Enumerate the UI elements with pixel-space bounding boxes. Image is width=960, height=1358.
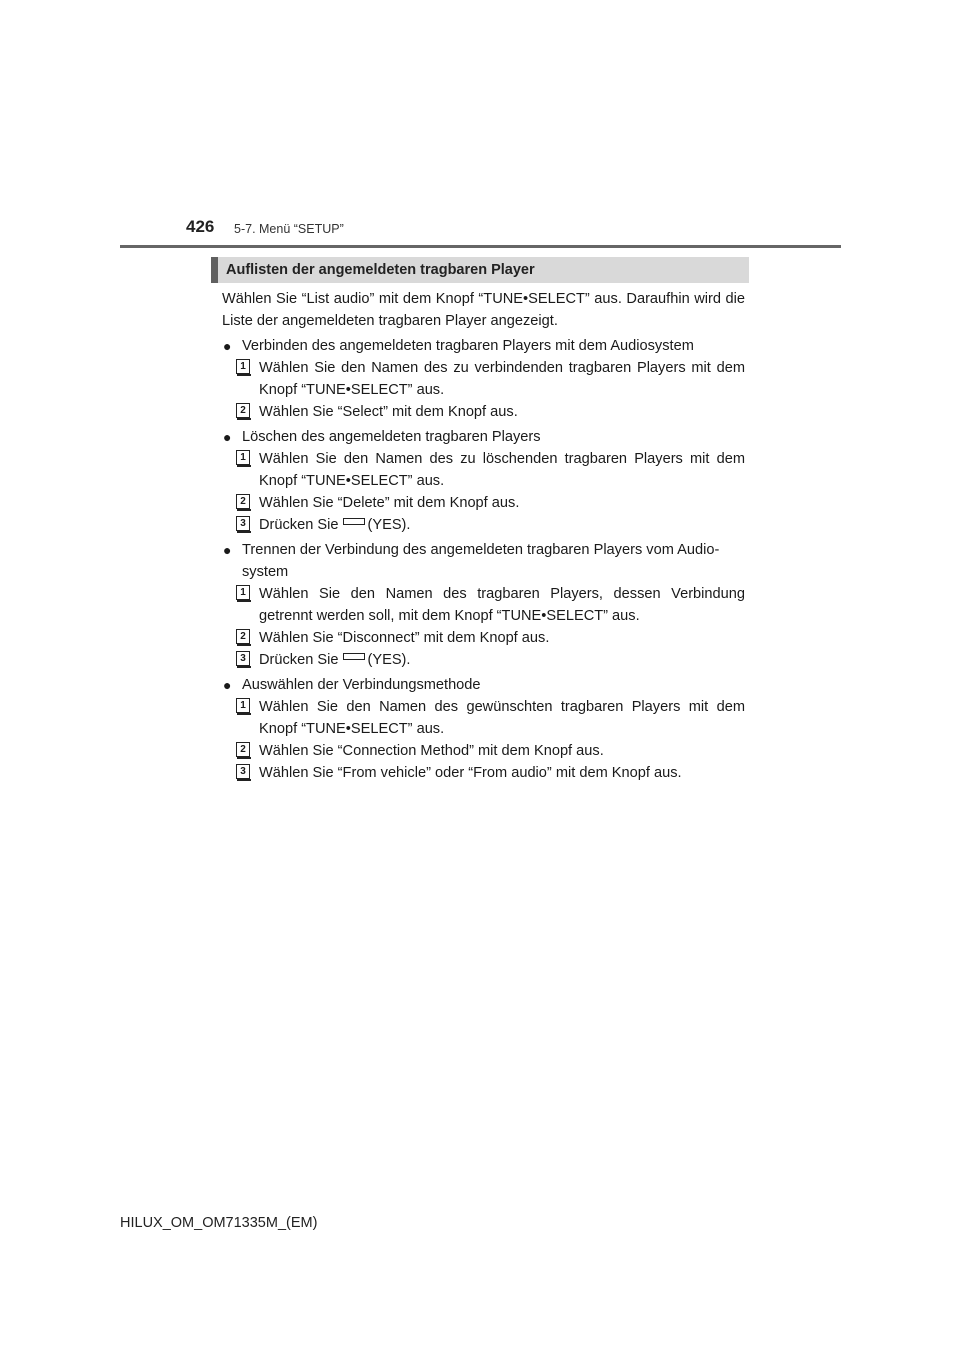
step-item: 1 Wählen Sie den Namen des zu löschenden tragbaren Players mit dem Knopf “TUNE•SELECT” aus. <box>222 448 745 492</box>
step-item: 1 Wählen Sie den Namen des tragbaren Players, dessen Verbindung getrennt werden soll, mit dem Knopf “TUNE•SELECT” aus. <box>222 583 745 627</box>
step-number-badge: 3 <box>236 764 250 779</box>
bullet-item: ● Trennen der Verbindung des angemeldeten tragbaren Players vom Audio-system <box>222 539 745 583</box>
step-item: 2 Wählen Sie “Select” mit dem Knopf aus. <box>222 401 745 423</box>
footer-doc-id: HILUX_OM_OM71335M_(EM) <box>120 1215 318 1231</box>
step-item: 3 Drücken Sie (YES). <box>222 649 745 671</box>
step-item: 3 Wählen Sie “From vehicle” oder “From audio” mit dem Knopf aus. <box>222 762 745 784</box>
bullet-dot-icon: ● <box>223 338 232 354</box>
step-number-badge: 3 <box>236 651 250 666</box>
step-number-badge: 3 <box>236 516 250 531</box>
bullet-dot-icon: ● <box>223 429 232 445</box>
section-body <box>222 288 745 784</box>
preset-button-icon <box>343 518 365 525</box>
step-number-badge: 2 <box>236 629 250 644</box>
step-item: 2 Wählen Sie “Disconnect” mit dem Knopf aus. <box>222 627 745 649</box>
step-number-badge: 1 <box>236 698 250 713</box>
bullet-dot-icon: ● <box>223 677 232 693</box>
step-item: 3 Drücken Sie (YES). <box>222 514 745 536</box>
step-item: 2 Wählen Sie “Delete” mit dem Knopf aus. <box>222 492 745 514</box>
step-number-badge: 2 <box>236 742 250 757</box>
chapter-title: 5-7. Menü “SETUP” <box>234 222 344 236</box>
step-item: 2 Wählen Sie “Connection Method” mit dem Knopf aus. <box>222 740 745 762</box>
step-number-badge: 1 <box>236 359 250 374</box>
step-item: 1 Wählen Sie den Namen des gewünschten tragbaren Players mit dem Knopf “TUNE•SELECT” aus. <box>222 696 745 740</box>
header-rule <box>120 245 841 248</box>
bullet-item: ● Verbinden des angemeldeten tragbaren Players mit dem Audiosystem <box>222 335 745 357</box>
step-number-badge: 2 <box>236 494 250 509</box>
step-number-badge: 2 <box>236 403 250 418</box>
intro-text: Wählen Sie “List audio” mit dem Knopf “TUNE•SELECT” aus. Daraufhin wird die Liste der angemeldeten tragbaren Player angezeigt. <box>222 291 745 329</box>
preset-button-icon <box>343 653 365 660</box>
bullet-item: ● Löschen des angemeldeten tragbaren Players <box>222 426 745 448</box>
step-number-badge: 1 <box>236 450 250 465</box>
page-number: 426 <box>186 217 215 236</box>
step-number-badge: 1 <box>236 585 250 600</box>
bullet-item: ● Auswählen der Verbindungsmethode <box>222 674 745 696</box>
bullet-dot-icon: ● <box>223 542 232 558</box>
section-heading: Auflisten der angemeldeten tragbaren Player <box>211 257 749 283</box>
step-item: 1 Wählen Sie den Namen des zu verbindenden tragbaren Players mit dem Knopf “TUNE•SELECT” aus. <box>222 357 745 401</box>
